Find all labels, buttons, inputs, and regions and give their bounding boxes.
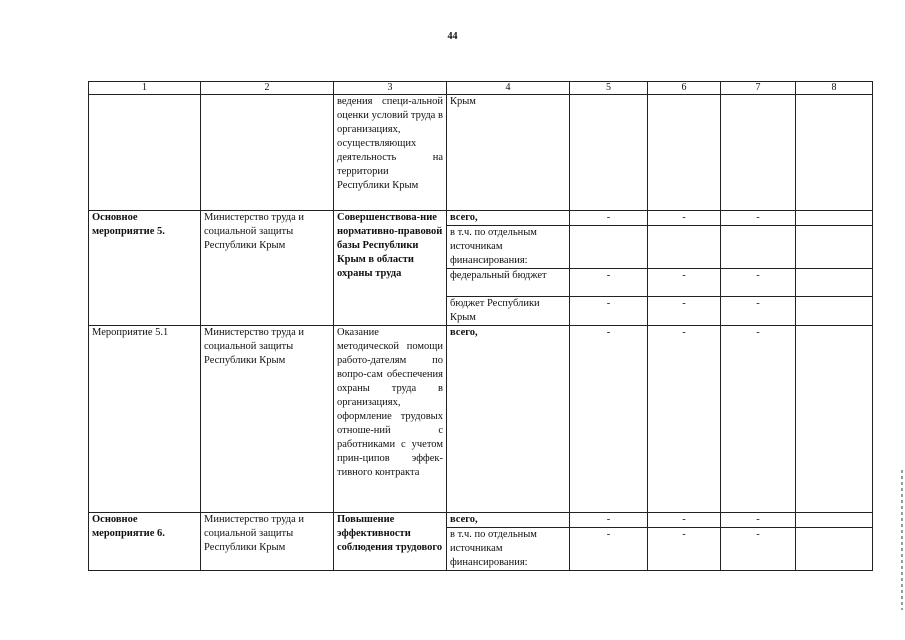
value-col-6: -	[648, 211, 721, 226]
value-col-7: -	[721, 513, 796, 528]
value-col-8	[796, 326, 873, 513]
value-col-5: -	[570, 513, 648, 528]
cell-empty	[796, 95, 873, 211]
value-col-7: -	[721, 211, 796, 226]
activity-title: Повышение эффективности соблюдения трудового	[334, 513, 447, 571]
funding-source: федеральный бюджет	[447, 269, 570, 297]
value-col-5: -	[570, 269, 648, 297]
value-col-5: -	[570, 297, 648, 326]
table-row	[89, 211, 873, 226]
header-col-3: 3	[334, 82, 447, 95]
value-col-5: -	[570, 326, 648, 513]
table-row	[89, 513, 873, 528]
table-row	[89, 326, 873, 513]
header-col-2: 2	[201, 82, 334, 95]
value-col-7	[721, 226, 796, 269]
funding-source: Крым	[447, 95, 570, 211]
cell-empty	[721, 95, 796, 211]
activity-description: Оказание методической помощи работо-дателям по вопро-сам обеспечения охраны труда в организациях, оформление трудовых отноше-ний с работниками с учетом прин-ципов эффек-тивного контракта	[334, 326, 447, 513]
value-col-6: -	[648, 528, 721, 571]
activity-code: Основное мероприятие 5.	[89, 211, 201, 326]
value-col-7: -	[721, 269, 796, 297]
header-col-6: 6	[648, 82, 721, 95]
value-col-7: -	[721, 528, 796, 571]
header-col-1: 1	[89, 82, 201, 95]
funding-source: всего,	[447, 326, 570, 513]
activity-code: Мероприятие 5.1	[89, 326, 201, 513]
header-col-4: 4	[447, 82, 570, 95]
responsible-executor: Министерство труда и социальной защиты Республики Крым	[201, 211, 334, 326]
funding-source: в т.ч. по отдельным источникам финансирования:	[447, 226, 570, 269]
activity-description: ведения специ-альной оценки условий труда в организациях, осуществляющих деятельность на территории Республики Крым	[334, 95, 447, 211]
value-col-8	[796, 226, 873, 269]
header-col-8: 8	[796, 82, 873, 95]
value-col-8	[796, 297, 873, 326]
value-col-5: -	[570, 528, 648, 571]
funding-source: в т.ч. по отдельным источникам финансирования:	[447, 528, 570, 571]
cell-empty	[648, 95, 721, 211]
value-col-8	[796, 528, 873, 571]
program-table	[88, 81, 873, 571]
value-col-6: -	[648, 269, 721, 297]
header-col-7: 7	[721, 82, 796, 95]
responsible-executor: Министерство труда и социальной защиты Республики Крым	[201, 326, 334, 513]
cell-empty	[201, 95, 334, 211]
value-col-6	[648, 226, 721, 269]
cell-empty	[89, 95, 201, 211]
activity-title: Совершенствова-ние нормативно-правовой базы Республики Крым в области охраны труда	[334, 211, 447, 326]
value-col-6: -	[648, 326, 721, 513]
value-col-7: -	[721, 326, 796, 513]
header-col-5: 5	[570, 82, 648, 95]
funding-source: всего,	[447, 513, 570, 528]
value-col-5: -	[570, 211, 648, 226]
funding-source: бюджет Республики Крым	[447, 297, 570, 326]
activity-code: Основное мероприятие 6.	[89, 513, 201, 571]
value-col-7: -	[721, 297, 796, 326]
value-col-8	[796, 211, 873, 226]
value-col-6: -	[648, 297, 721, 326]
value-col-6: -	[648, 513, 721, 528]
value-col-5	[570, 226, 648, 269]
scan-edge-mark	[901, 470, 903, 610]
responsible-executor: Министерство труда и социальной защиты Республики Крым	[201, 513, 334, 571]
header-row	[89, 82, 873, 95]
funding-source: всего,	[447, 211, 570, 226]
value-col-8	[796, 269, 873, 297]
value-col-8	[796, 513, 873, 528]
page-number: 44	[447, 31, 458, 42]
cell-empty	[570, 95, 648, 211]
table-row	[89, 95, 873, 211]
